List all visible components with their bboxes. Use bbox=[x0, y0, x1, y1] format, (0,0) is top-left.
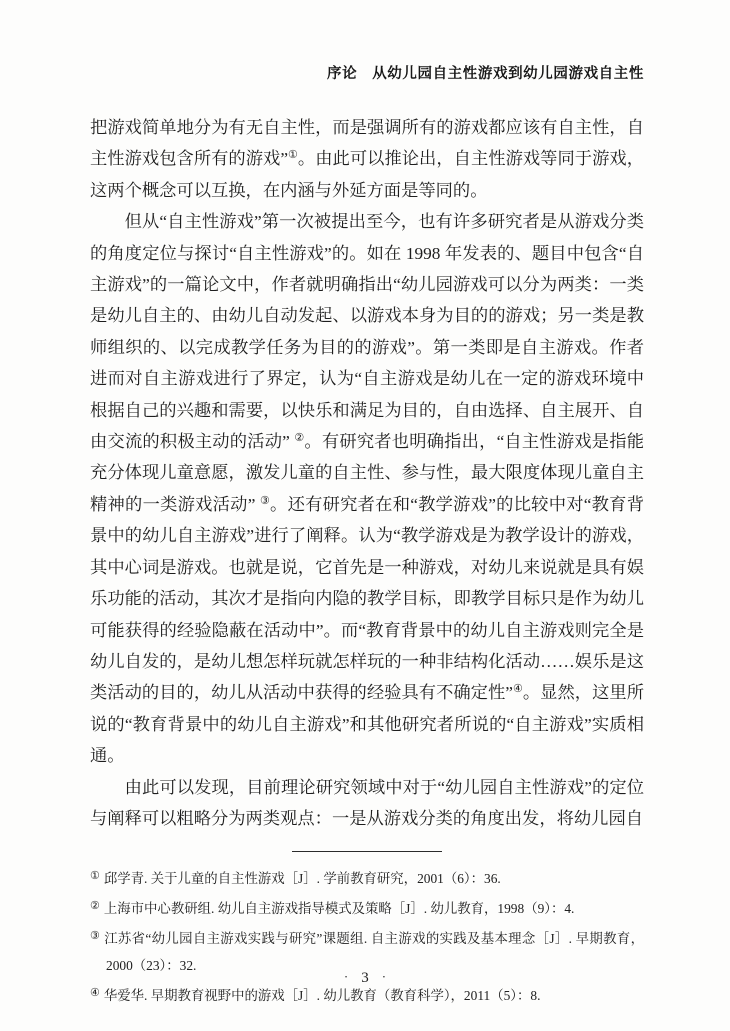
page-number-value: 3 bbox=[361, 970, 369, 986]
footnotes bbox=[90, 863, 644, 1009]
body-text bbox=[90, 112, 644, 834]
paragraph: 但从“自主性游戏”第一次被提出至今，也有许多研究者是从游戏分类的角度定位与探讨“自主性游戏”的。如在 1998 年发表的、题目中包含“自主游戏”的一篇论文中，作者就明确指出“幼儿园游戏可以分为两类：一类是幼儿自主的、由幼儿自动发起、以游戏本身为目的的游戏；另一类是教师组织的、以完成教学任务为目的的游戏”。第一类即是自主游戏。作者进而对自主游戏进行了界定，认为“自主游戏是幼儿在一定的游戏环境中根据自己的兴趣和需要，以快乐和满足为目的，自由选择、自主展开、自由交流的积极主动的活动” ②。有研究者也明确指出，“自主性游戏是指能充分体现儿童意愿，激发儿童的自主性、参与性，最大限度体现儿童自主精神的一类游戏活动” ③。还有研究者在和“教学游戏”的比较中对“教育背景中的幼儿自主游戏”进行了阐释。认为“教学游戏是为教学设计的游戏，其中心词是游戏。也就是说，它首先是一种游戏，对幼儿来说就是具有娱乐功能的活动，其次才是指向内隐的教学目标，即教学目标只是作为幼儿可能获得的经验隐蔽在活动中”。而“教育背景中的幼儿自主游戏则完全是幼儿自发的，是幼儿想怎样玩就怎样玩的一种非结构化活动……娱乐是这类活动的目的，幼儿从活动中获得的经验具有不确定性”④。显然，这里所说的“教育背景中的幼儿自主游戏”和其他研究者所说的“自主游戏”实质相通。 bbox=[90, 212, 644, 766]
page-number-dot-left: · bbox=[343, 969, 349, 984]
footnote-text: 邱学青. 关于儿童的自主性游戏［J］. 学前教育研究，2001（6）：36. bbox=[103, 871, 501, 887]
header-chapter-title: 从幼儿园自主性游戏到幼儿园游戏自主性 bbox=[372, 66, 644, 82]
footnote-marker: ③ bbox=[90, 929, 101, 942]
footnote-text: 江苏省“幼儿园自主游戏实践与研究”课题组. 自主游戏的实践及基本理念［J］. 早期教育，2000（23）：32. bbox=[104, 930, 644, 973]
footnote-marker: ④ bbox=[90, 986, 100, 999]
footnote-marker: ① bbox=[90, 870, 100, 883]
paragraph: 把游戏简单地分为有无自主性，而是强调所有的游戏都应该有自主性，自主性游戏包含所有的游戏”①。由此可以推论出，自主性游戏等同于游戏，这两个概念可以互换，在内涵与外延方面是等同的。 bbox=[90, 118, 644, 200]
paragraph: 由此可以发现，目前理论研究领域中对于“幼儿园自主性游戏”的定位与阐释可以粗略分为两类观点：一是从游戏分类的角度出发，将幼儿园自 bbox=[90, 777, 644, 828]
footnote-ref: ① bbox=[288, 149, 298, 162]
footnote-ref: ② bbox=[294, 432, 305, 445]
footnote-text: 上海市中心教研组. 幼儿自主游戏指导模式及策略［J］. 幼儿教育，1998（9）：4. bbox=[103, 901, 575, 917]
footnote-item bbox=[90, 863, 644, 893]
footnote-marker: ② bbox=[90, 900, 100, 913]
footnote-separator bbox=[292, 851, 442, 852]
page-number bbox=[0, 969, 730, 987]
footnote-item bbox=[90, 893, 644, 923]
footnote-text: 华爱华. 早期教育视野中的游戏［J］. 幼儿教育（教育科学），2011（5）：8. bbox=[103, 987, 541, 1003]
page-number-dot-right: · bbox=[381, 969, 387, 984]
footnote-ref: ③ bbox=[259, 494, 271, 507]
header-section-label: 序论 bbox=[326, 66, 358, 82]
footnote-ref: ④ bbox=[512, 683, 523, 696]
running-header bbox=[90, 62, 644, 83]
